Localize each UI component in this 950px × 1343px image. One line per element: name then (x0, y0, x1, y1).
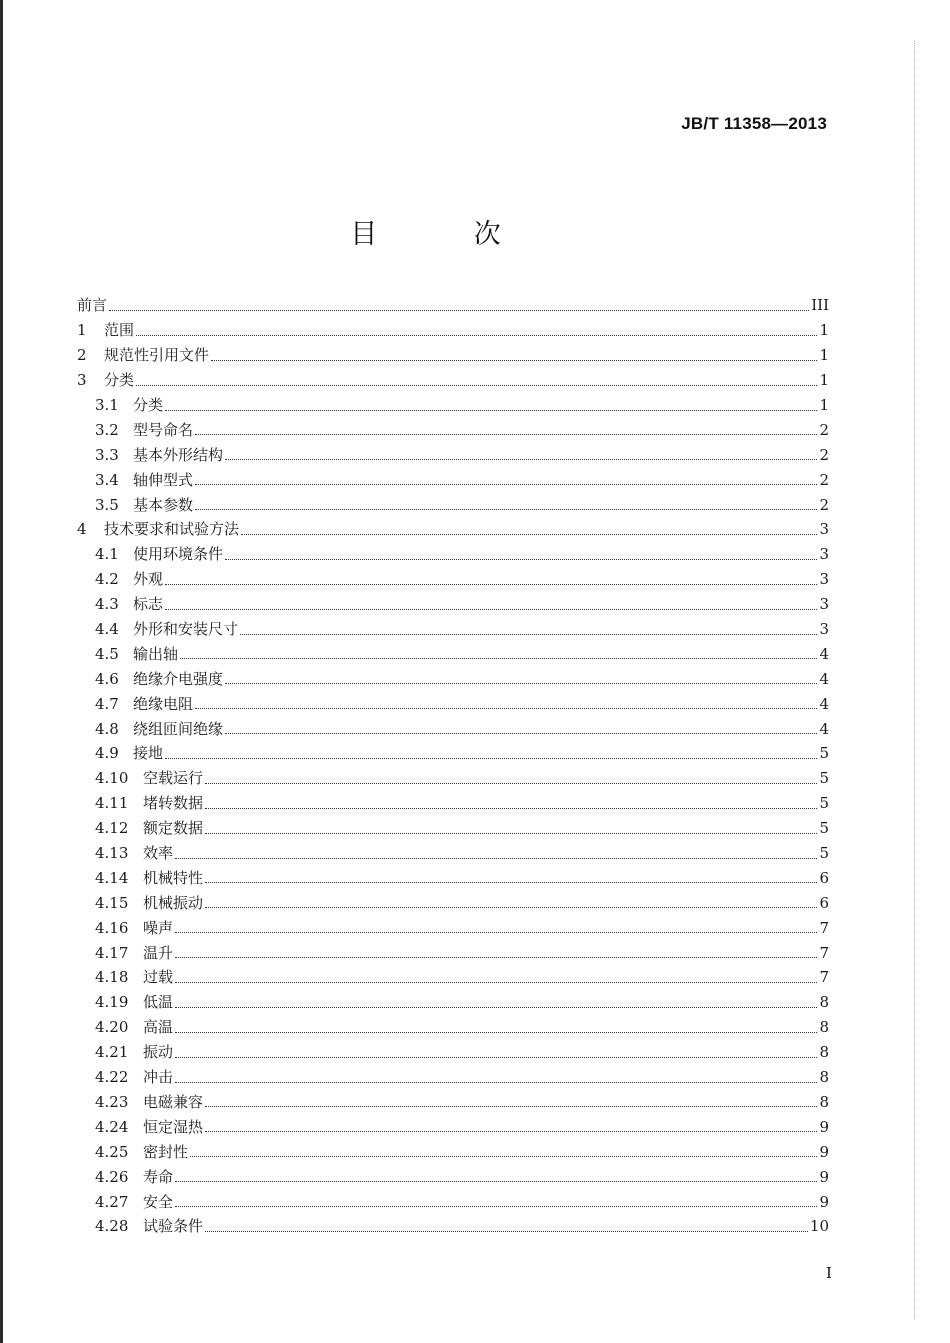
toc-entry-number: 4.2 (95, 570, 119, 589)
table-of-contents (77, 293, 829, 1239)
toc-entry-page: 2 (819, 495, 829, 514)
toc-entry-page: 9 (819, 1192, 829, 1211)
toc-entry-page: 2 (819, 445, 829, 464)
toc-entry-number: 3.3 (95, 445, 119, 464)
toc-entry (77, 1015, 829, 1040)
toc-entry-page: 8 (819, 1043, 829, 1062)
toc-entry-page: 1 (819, 396, 829, 414)
toc-entry (77, 641, 829, 666)
toc-entry-label: 空载运行 (143, 769, 204, 788)
toc-entry-number: 4.19 (95, 993, 129, 1012)
toc-entry-number: 3.1 (95, 396, 119, 414)
toc-leader-dots (225, 733, 817, 734)
toc-entry-label: 振动 (143, 1043, 174, 1062)
toc-entry-number: 4.4 (95, 620, 119, 639)
toc-entry-page: 8 (819, 1092, 829, 1111)
toc-leader-dots (180, 658, 817, 659)
toc-leader-dots (225, 459, 817, 460)
toc-leader-dots (241, 534, 817, 535)
toc-leader-dots (240, 634, 817, 635)
toc-entry (77, 965, 829, 990)
toc-entry (77, 368, 829, 393)
toc-entry (77, 816, 829, 841)
toc-entry-number: 4.12 (95, 819, 129, 838)
toc-leader-dots (175, 957, 817, 958)
toc-leader-dots (175, 982, 817, 983)
toc-entry-label: 外形和安装尺寸 (133, 620, 239, 639)
toc-entry-page: 3 (819, 570, 829, 589)
toc-entry-number: 4.6 (95, 669, 119, 688)
toc-entry-label: 低温 (143, 993, 174, 1012)
toc-entry-number: 4.20 (95, 1018, 129, 1037)
toc-entry (77, 915, 829, 940)
toc-leader-dots (165, 758, 817, 759)
toc-entry (77, 1065, 829, 1090)
toc-entry-number: 4.22 (95, 1068, 129, 1087)
toc-entry-number: 4.23 (95, 1092, 129, 1111)
toc-entry (77, 318, 829, 343)
toc-entry-page: 5 (819, 769, 829, 788)
toc-entry-label: 安全 (143, 1192, 174, 1211)
toc-entry-label: 电磁兼容 (143, 1092, 204, 1111)
toc-leader-dots (175, 1206, 817, 1207)
toc-entry-label: 噪声 (143, 918, 174, 937)
toc-entry-number: 3.5 (95, 495, 119, 514)
toc-entry-number: 4.24 (95, 1117, 129, 1136)
toc-entry (77, 293, 829, 318)
toc-leader-dots (175, 1032, 817, 1033)
toc-entry-number: 4.21 (95, 1043, 129, 1062)
toc-entry-number: 4.17 (95, 943, 129, 962)
toc-entry (77, 393, 829, 418)
toc-entry-label: 机械振动 (143, 893, 204, 912)
page-title: 目 次 (350, 219, 545, 250)
toc-entry-label: 技术要求和试验方法 (104, 520, 240, 539)
toc-leader-dots (175, 932, 817, 933)
toc-leader-dots (205, 833, 817, 834)
toc-leader-dots (175, 1057, 817, 1058)
toc-entry (77, 1090, 829, 1115)
toc-entry (77, 617, 829, 642)
toc-entry-number: 4.7 (95, 694, 119, 713)
toc-leader-dots (165, 609, 817, 610)
toc-entry (77, 766, 829, 791)
toc-leader-dots (109, 310, 809, 311)
toc-entry-number: 3.4 (95, 470, 119, 489)
toc-entry-number: 2 (77, 346, 87, 365)
toc-entry-page: 1 (819, 346, 829, 365)
toc-entry-label: 过载 (143, 968, 174, 987)
toc-entry-page: 5 (819, 744, 829, 763)
toc-entry-label: 绕组匝间绝缘 (133, 719, 224, 738)
toc-entry (77, 1114, 829, 1139)
toc-entry-label: 型号命名 (133, 420, 194, 439)
toc-entry (77, 592, 829, 617)
toc-entry (77, 1040, 829, 1065)
toc-entry-number: 4.18 (95, 968, 129, 987)
toc-entry-number: 4.15 (95, 893, 129, 912)
toc-entry-number: 4.26 (95, 1167, 129, 1186)
toc-entry (77, 467, 829, 492)
toc-entry-number: 1 (77, 321, 87, 340)
toc-leader-dots (205, 1131, 817, 1132)
toc-leader-dots (225, 683, 817, 684)
toc-leader-dots (205, 1106, 817, 1107)
toc-leader-dots (205, 1231, 808, 1232)
toc-entry-label: 规范性引用文件 (104, 346, 210, 365)
toc-entry (77, 1189, 829, 1214)
toc-entry-number: 4.1 (95, 545, 119, 564)
toc-entry-label: 绝缘介电强度 (133, 669, 224, 688)
toc-entry-number: 3 (77, 371, 87, 390)
toc-entry (77, 1164, 829, 1189)
toc-entry-page: 8 (819, 1018, 829, 1037)
toc-entry-label: 效率 (143, 844, 174, 863)
toc-leader-dots (195, 434, 817, 435)
toc-entry (77, 716, 829, 741)
toc-entry-page: 7 (819, 918, 829, 937)
toc-entry (77, 741, 829, 766)
toc-entry-number: 4.9 (95, 744, 119, 763)
toc-entry-label: 轴伸型式 (133, 470, 194, 489)
toc-leader-dots (175, 1181, 817, 1182)
toc-entry-number: 4.25 (95, 1142, 129, 1161)
toc-leader-dots (205, 882, 817, 883)
toc-entry-number: 4.14 (95, 868, 129, 887)
toc-entry (77, 417, 829, 442)
toc-entry-page: 7 (819, 968, 829, 987)
toc-entry (77, 691, 829, 716)
toc-leader-dots (195, 509, 817, 510)
toc-entry (77, 666, 829, 691)
toc-entry-page: 3 (819, 620, 829, 639)
toc-entry-label: 冲击 (143, 1068, 174, 1087)
toc-leader-dots (175, 858, 817, 859)
toc-leader-dots (175, 1007, 817, 1008)
toc-entry-page: 6 (819, 893, 829, 912)
toc-leader-dots (175, 1082, 817, 1083)
page-number: I (826, 1264, 832, 1282)
toc-entry-page: 4 (819, 644, 829, 663)
toc-entry-page: III (811, 296, 829, 315)
toc-leader-dots (225, 559, 817, 560)
toc-entry-number: 4.27 (95, 1192, 129, 1211)
toc-leader-dots (211, 360, 817, 361)
toc-entry (77, 1139, 829, 1164)
toc-entry-label: 基本外形结构 (133, 445, 224, 464)
toc-entry-page: 4 (819, 669, 829, 688)
toc-entry-page: 5 (819, 844, 829, 863)
toc-entry-page: 9 (819, 1117, 829, 1136)
toc-leader-dots (190, 1156, 817, 1157)
toc-entry-number: 4.11 (95, 794, 129, 813)
toc-entry-label: 寿命 (143, 1167, 174, 1186)
toc-leader-dots (136, 335, 817, 336)
toc-leader-dots (136, 385, 817, 386)
toc-entry-number: 4.10 (95, 769, 129, 788)
toc-entry (77, 442, 829, 467)
scan-margin-marks (914, 40, 916, 1320)
toc-leader-dots (195, 708, 817, 709)
toc-entry-number: 3.2 (95, 420, 119, 439)
toc-entry-page: 5 (819, 794, 829, 813)
toc-entry-page: 2 (819, 420, 829, 439)
toc-entry-label: 前言 (77, 296, 108, 315)
toc-entry-page: 10 (809, 1217, 829, 1236)
toc-leader-dots (195, 484, 817, 485)
toc-entry-page: 3 (819, 545, 829, 564)
toc-entry-label: 机械特性 (143, 868, 204, 887)
toc-entry (77, 841, 829, 866)
toc-entry-number: 4 (77, 520, 87, 539)
toc-entry (77, 791, 829, 816)
toc-entry-page: 9 (819, 1142, 829, 1161)
toc-entry-number: 4.8 (95, 719, 119, 738)
toc-entry (77, 940, 829, 965)
toc-entry (77, 890, 829, 915)
toc-entry-label: 外观 (133, 570, 164, 589)
toc-entry-number: 4.28 (95, 1217, 129, 1236)
toc-entry-number: 4.13 (95, 844, 129, 863)
toc-entry-page: 1 (819, 321, 829, 340)
toc-entry (77, 517, 829, 542)
toc-leader-dots (205, 907, 817, 908)
toc-entry-label: 标志 (133, 595, 164, 614)
standard-code: JB/T 11358—2013 (681, 114, 827, 133)
toc-entry-label: 堵转数据 (143, 794, 204, 813)
toc-entry (77, 492, 829, 517)
toc-leader-dots (165, 584, 817, 585)
toc-entry-label: 恒定湿热 (143, 1117, 204, 1136)
toc-entry-page: 3 (819, 520, 829, 539)
toc-entry (77, 343, 829, 368)
toc-entry-label: 温升 (143, 943, 174, 962)
toc-entry-page: 2 (819, 470, 829, 489)
toc-entry (77, 990, 829, 1015)
toc-entry (77, 1214, 829, 1239)
toc-entry-label: 高温 (143, 1018, 174, 1037)
toc-entry-label: 接地 (133, 744, 164, 763)
toc-entry-page: 5 (819, 819, 829, 838)
toc-entry-label: 分类 (133, 396, 164, 414)
toc-entry-page: 7 (819, 943, 829, 962)
toc-entry-label: 基本参数 (133, 495, 194, 514)
toc-leader-dots (205, 783, 817, 784)
toc-entry-label: 试验条件 (143, 1217, 204, 1236)
toc-leader-dots (205, 808, 817, 809)
toc-entry-number: 4.16 (95, 918, 129, 937)
toc-entry (77, 542, 829, 567)
toc-entry-label: 使用环境条件 (133, 545, 224, 564)
toc-entry-label: 范围 (104, 321, 135, 340)
scan-edge (0, 0, 3, 1343)
toc-entry-label: 额定数据 (143, 819, 204, 838)
toc-entry-label: 绝缘电阻 (133, 694, 194, 713)
toc-entry-page: 8 (819, 1068, 829, 1087)
toc-entry-page: 3 (819, 595, 829, 614)
toc-entry-page: 4 (819, 694, 829, 713)
toc-leader-dots (165, 410, 817, 411)
toc-entry (77, 865, 829, 890)
toc-entry-label: 输出轴 (133, 644, 179, 663)
toc-entry-page: 4 (819, 719, 829, 738)
toc-entry-page: 6 (819, 868, 829, 887)
toc-entry-number: 4.5 (95, 644, 119, 663)
toc-entry-label: 密封性 (143, 1142, 189, 1161)
toc-entry-page: 8 (819, 993, 829, 1012)
toc-entry-number: 4.3 (95, 595, 119, 614)
toc-entry-page: 9 (819, 1167, 829, 1186)
toc-entry-label: 分类 (104, 371, 135, 390)
toc-entry-page: 1 (819, 371, 829, 390)
toc-entry (77, 567, 829, 592)
